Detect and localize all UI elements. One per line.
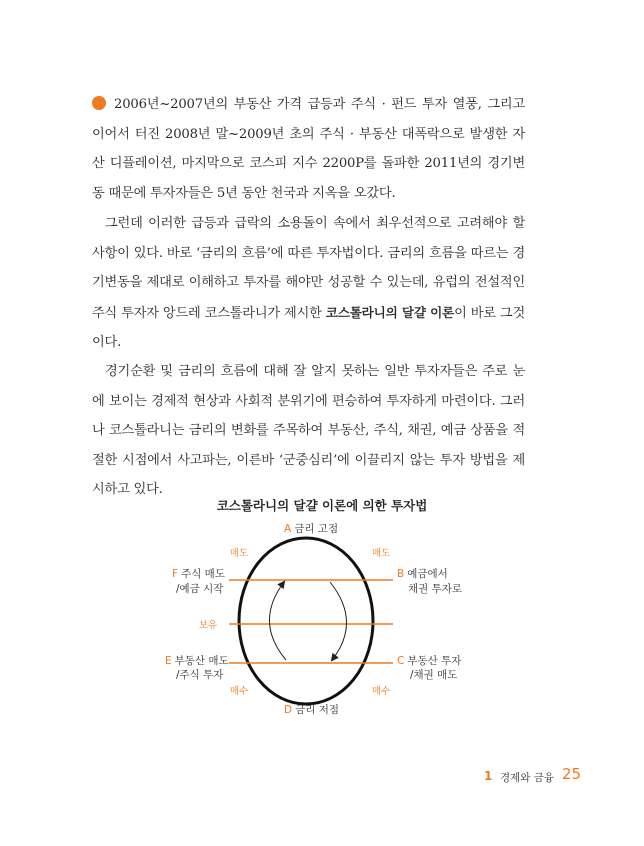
buy-label-right: 매수 (371, 686, 391, 697)
point-d-label: D 금리 저점 (284, 704, 340, 716)
point-b-sublabel: 채권 투자로 (408, 583, 463, 595)
arrow-down-right (330, 582, 347, 660)
hold-label: 보유 (198, 620, 218, 631)
point-e-label: E 부동산 매도 (165, 655, 229, 667)
sell-label-left: 매도 (229, 548, 249, 559)
paragraph-2-text-b: 이 바로 그것이다. (92, 305, 526, 351)
paragraph-2-bold-term: 코스톨라니의 달걀 이론 (325, 304, 455, 320)
buy-label-left: 매수 (229, 686, 249, 697)
point-c-sublabel: /채권 매도 (410, 669, 458, 681)
point-f-sublabel: /예금 시작 (176, 583, 224, 595)
paragraph-2-text-a: 그런데 이러한 급등과 급락의 소용돌이 속에서 최우선적으로 고려해야 할 사항이 있다. 바로 ‘금리의 흐름’에 따른 투자법이다. 금리의 흐름을 따르는 경기변동을 제대로 이해하고 투자를 해야만 성공할 수 있는데, 유럽의 전설적인 주식 투자자 앙드레 코스톨라니가 제시한 (92, 216, 525, 321)
chapter-number: 1 (484, 769, 493, 783)
point-e-sublabel: /주식 투자 (176, 669, 224, 681)
point-b-label: B 예금에서 (397, 568, 448, 580)
point-f-label: F 주식 매도 (172, 568, 225, 580)
paragraph-1-text: 2006년~2007년의 부동산 가격 급등과 주식 · 펀드 투자 열풍, 그리고 이어서 터진 2008년 말~2009년 초의 주식 · 부동산 대폭락으로 발생한 자산 디플레이션, 마지막으로 코스피 지수 2200P를 돌파한 2011년의 경기변동 때문에 투자자들은 5년 동안 천국과 지옥을 오갔다. (92, 97, 525, 201)
point-a-label: A 금리 고점 (284, 523, 339, 535)
diagram-title: 코스톨라니의 달걀 이론에 의한 투자법 (216, 498, 428, 513)
page-number: 25 (562, 765, 582, 783)
point-c-label: C 부동산 투자 (397, 655, 462, 667)
arrow-up-left (269, 582, 286, 660)
paragraph-3-text: 경기순환 및 금리의 흐름에 대해 잘 알지 못하는 일반 투자자들은 주로 눈에 보이는 경제적 현상과 사회적 분위기에 편승하여 투자하게 마련이다. 그러나 코스톨라니는 금리의 변화를 주목하여 부동산, 주식, 채권, 예금 상품을 적절한 시점에서 사고파는, 이른바 ‘군중심리’에 이끌리지 않는 투자 방법을 제시하고 있다. (92, 364, 525, 498)
sell-label-right: 매도 (371, 548, 391, 559)
egg-outline (239, 538, 373, 704)
chapter-title: 경제와 금융 (500, 772, 555, 784)
